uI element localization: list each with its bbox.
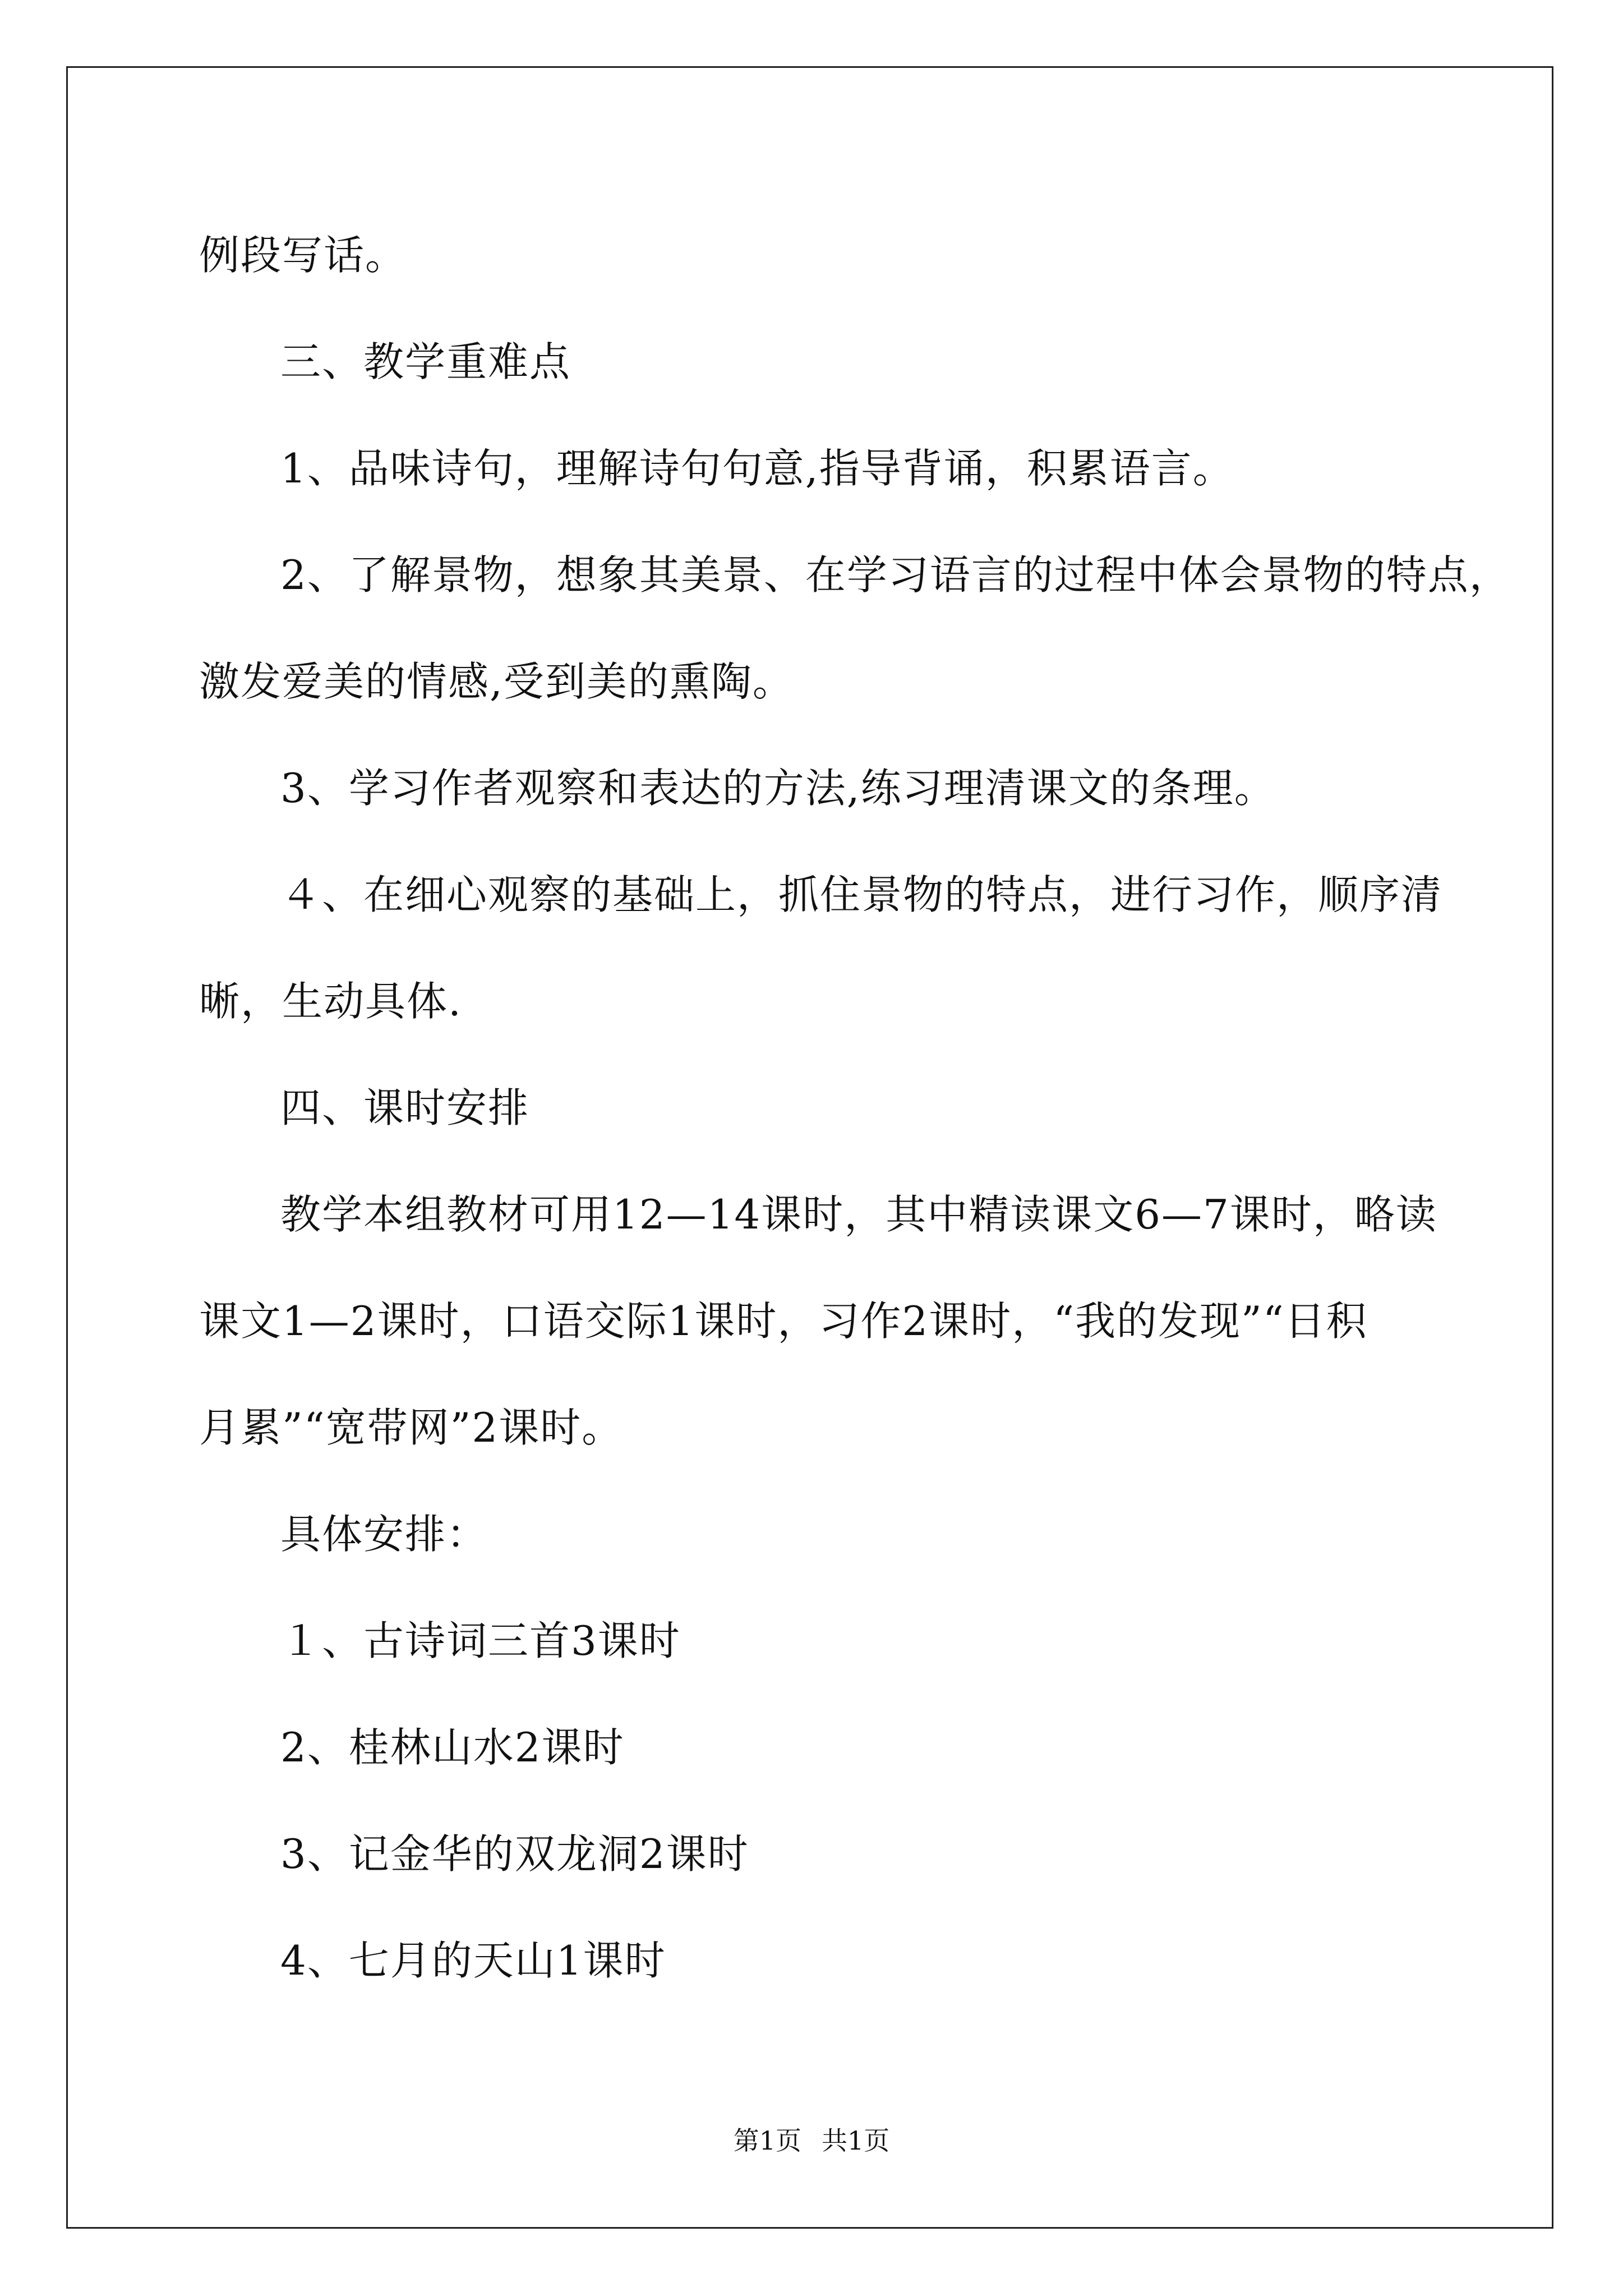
- section-heading: 四、课时安排: [280, 1084, 530, 1131]
- page-total: 共1页: [822, 2125, 890, 2156]
- text-line: 2、了解景物，想象其美景、在学习语言的过程中体会景物的特点，: [280, 551, 1511, 599]
- text-line: 3、学习作者观察和表达的方法,练习理清课文的条理。: [280, 765, 1276, 812]
- text-line: 月累”“宽带网”2课时。: [199, 1404, 624, 1451]
- list-item: 4、七月的天山1课时: [280, 1937, 666, 1984]
- text-line: 教学本组教材可用12—14课时，其中精读课文6—7课时，略读: [280, 1191, 1437, 1238]
- list-item: 3、记金华的双龙洞2课时: [280, 1830, 749, 1878]
- text-line: 1、品味诗句，理解诗句句意,指导背诵，积累语言。: [280, 445, 1234, 492]
- text-line: 例段写话。: [199, 232, 407, 279]
- list-item: 2、桂林山水2课时: [280, 1724, 625, 1771]
- text-line: 课文1—2课时，口语交际1课时，习作2课时，“我的发现”“日积: [199, 1297, 1368, 1345]
- text-line: 晰，生动具体.: [199, 978, 462, 1025]
- section-heading: 三、教学重难点: [280, 338, 571, 385]
- text-line: 具体安排：: [280, 1511, 488, 1558]
- page-number: 第1页: [733, 2125, 801, 2156]
- text-line: ４、在细心观察的基础上，抓住景物的特点，进行习作，顺序清: [280, 871, 1443, 918]
- text-line: 激发爱美的情感,受到美的熏陶。: [199, 658, 794, 705]
- list-item: １、古诗词三首3课时: [280, 1617, 681, 1664]
- page-footer: [0, 2120, 1623, 2157]
- document-body: [199, 202, 1511, 2014]
